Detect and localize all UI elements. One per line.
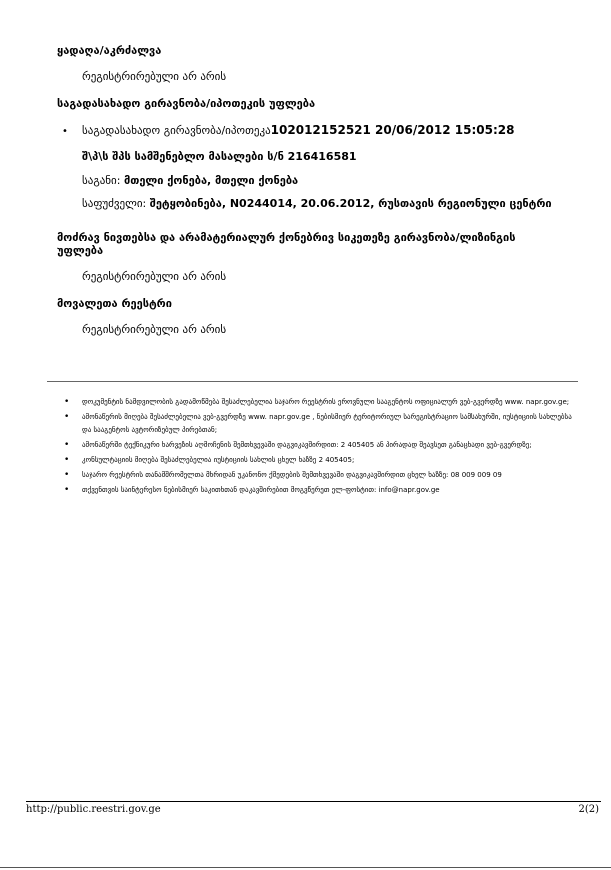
footer-divider <box>26 801 601 802</box>
note-text: დოკუმენტის ნამდვილობის გადამოწმება შესაძლებელია საჯარო რეესტრის ეროვნული სააგენტოს ოფიციალურ ვებ-გვერდზე www. napr.gov.ge; <box>82 398 570 406</box>
mortgage-entry-label: საგადასახადო გირავნობა/იპოთეკა <box>82 124 271 137</box>
mortgage-entry-id-date: 102012152521 20/06/2012 15:05:28 <box>270 123 515 137</box>
mortgage-subject <box>82 174 298 187</box>
mortgage-entry-party: შ\პ\ს შპს სამშენებლო მასალები ს/ნ 216416581 <box>82 150 357 163</box>
list-item <box>62 396 582 409</box>
page-number: 2(2) <box>578 804 599 815</box>
list-item <box>62 484 582 497</box>
mortgage-basis-label: საფუძველი: <box>82 197 147 210</box>
note-text: ამონაწერში ტექნიკური ხარვეზის აღმოჩენის შემთხვევაში დაგვიკავშირდით: 2 405405 ან პირადად შეავსეთ განაცხადი ვებ-გვერდზე; <box>82 441 532 449</box>
section-title-debtors: მოვალეთა რეესტრი <box>57 297 172 310</box>
note-text: კონსულტაციის მიღება შესაძლებელია იუსტიციის სახლის ცხელ ხაზზე 2 405405; <box>82 456 355 464</box>
note-text: საჯარო რეესტრის თანამშრომელთა მხრიდან უკანონო ქმედების შემთხვევაში დაგვიკავშირდით ცხელ ხაზზე: 08 009 009 09 <box>82 471 502 479</box>
mortgage-basis <box>82 197 552 210</box>
list-item <box>62 439 582 452</box>
bullet-icon: • <box>64 470 70 480</box>
mortgage-basis-value: შეტყობინება, N0244014, 20.06.2012, რუსთავის რეგიონული ცენტრი <box>149 197 552 210</box>
bullet-icon: • <box>64 455 70 465</box>
bullet-icon: • <box>64 397 70 407</box>
list-item <box>62 469 582 482</box>
section-text-seizure: რეგისტრირებული არ არის <box>82 70 227 83</box>
page-bottom-border <box>0 867 611 868</box>
section-title-mortgage: საგადასახადო გირავნობა/იპოთეკის უფლება <box>57 97 316 110</box>
divider <box>47 381 578 382</box>
mortgage-entry-header <box>82 123 514 137</box>
note-text: თქვენთვის საინტერესო ნებისმიერ საკითხთან დაკავშირებით მოგვწერეთ ელ-ფოსტით: info@napr.gov.ge <box>82 486 440 494</box>
bullet-icon: • <box>64 440 70 450</box>
bullet-icon: • <box>64 485 70 495</box>
footer-url[interactable]: http://public.reestri.gov.ge <box>26 804 161 815</box>
notes-list <box>62 396 582 499</box>
note-text: ამონაწერის მიღება შესაძლებელია ვებ-გვერდზე www. napr.gov.ge , ნებისმიერ ტერიტორიულ სარეგისტრაციო სამსახურში, იუსტიციის სახლებსა და სააგენტოს ავტორიზებულ პირებთან; <box>82 413 572 434</box>
list-item <box>62 411 582 437</box>
section-text-debtors: რეგისტრირებული არ არის <box>82 323 227 336</box>
bullet-icon: • <box>62 126 68 137</box>
bullet-icon: • <box>64 412 70 422</box>
mortgage-subject-label: საგანი: <box>82 174 121 187</box>
section-title-movable: მოძრავ ნივთებსა და არამატერიალურ ქონებრივ სიკეთეზე გირავნობა/ლიზინგის უფლება <box>57 231 516 257</box>
section-title-seizure: ყადაღა/აკრძალვა <box>57 44 162 57</box>
section-text-movable: რეგისტრირებული არ არის <box>82 270 227 283</box>
mortgage-subject-value: მთელი ქონება, მთელი ქონება <box>123 174 299 187</box>
list-item <box>62 454 582 467</box>
